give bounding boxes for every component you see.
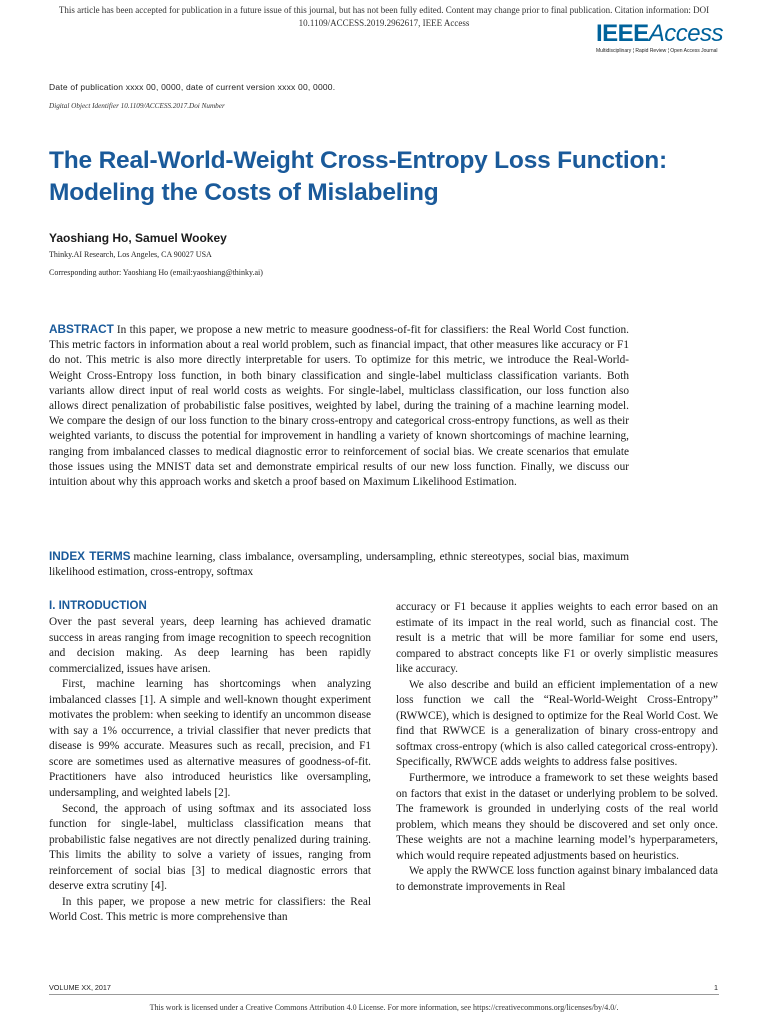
- paper-title: The Real-World-Weight Cross-Entropy Loss Function: Modeling the Costs of Mislabeling: [49, 147, 667, 206]
- paragraph: Furthermore, we introduce a framework to set these weights based on factors that exist in the dataset or underlying problem to be solved. The framework is grounded in underlying costs of the real world problem, which means they should be discovered and set only once. These weights are not a machine learning model’s hyperparameters, which would require repeated adjustments based on heuristics.: [396, 772, 718, 862]
- license-notice: This work is licensed under a Creative Commons Attribution 4.0 License. For more information, see https://creativecommons.org/licenses/by/4.0/.: [149, 1003, 619, 1012]
- logo-tagline: Multidisciplinary ¦ Rapid Review ¦ Open Access Journal: [596, 48, 718, 54]
- paragraph: accuracy or F1 because it applies weights to each error based on an estimate of its impact in the real world, such as financial cost. The result is a metric that will be more familiar for some end users, compared to abstract concepts like F1 or overly simplistic measures like accuracy.: [396, 601, 718, 676]
- index-terms-text: machine learning, class imbalance, oversampling, undersampling, ethnic stereotypes, social bias, maximum likelihood estimation, cross-entropy, softmax: [49, 551, 629, 579]
- abstract: [49, 322, 629, 490]
- paragraph: In this paper, we propose a new metric for classifiers: the Real World Cost. This metric is more comprehensive than: [49, 895, 371, 924]
- affiliation: Thinky.AI Research, Los Angeles, CA 90027 USA: [49, 250, 212, 259]
- logo-ieee-text: IEEE: [596, 20, 649, 47]
- abstract-label: ABSTRACT: [49, 322, 114, 336]
- abstract-text: In this paper, we propose a new metric to measure goodness-of-fit for classifiers: the Real World Cost function. This metric factors in information about a real world problem, such as financial impact, that other measures like accuracy or F1 do not. This metric is also more directly interpretable for users. To optimize for this metric, we introduce the Real-World-Weight Cross-Entropy loss function, in both binary classification and single-label multiclass classification variants. Both variants allow direct input of real world costs as weights. For single-label, multiclass classification, our loss function also allows direct penalization of probabilistic false positives, weighted by label, during the training of a machine learning model. We compare the design of our loss function to the binary cross-entropy and categorical cross-entropy functions, as well as their weighted variants, to discuss the potential for improvement in handling a variety of known shortcomings of machine learning, ranging from imbalanced classes to medical diagnostic error to reinforcement of social bias. We create scenarios that emulate those issues using the MNIST data set and demonstrate empirical results of our new loss function. Finally, we discuss our intuition about why this approach works and sketch a proof based on Maximum Likelihood Estimation.: [49, 324, 629, 489]
- paragraph: Over the past several years, deep learning has achieved dramatic success in areas ranging from image recognition to speech recognition and decision making. As deep learning has been rapidly commercialized, issues have arisen.: [49, 616, 371, 675]
- paragraph: We apply the RWWCE loss function against binary imbalanced data to demonstrate improvements in Real: [396, 865, 718, 893]
- header-notice: This article has been accepted for publication in a future issue of this journal, but has not been fully edited. Content may change prior to final publication. Citation information: DOI 10.1109/ACCESS.2019.2962617, IEEE Access: [58, 5, 710, 28]
- paragraph: First, machine learning has shortcomings when analyzing imbalanced classes [1]. A simple and well-known thought experiment motivates the problem: when seeking to identify an uncommon disease with say a 1% occurrence, a trivial classifier that never predicts that disease is 99% accurate. Measures such as recall, precision, and F1 score are sometimes used as alternative measures of goodness-of-fit. Practitioners have also introduced heuristics like oversampling, undersampling, and weighted labels [2].: [49, 678, 371, 800]
- logo-access-text: Access: [648, 20, 724, 47]
- publication-date: Date of publication xxxx 00, 0000, date of current version xxxx 00, 0000.: [49, 82, 336, 92]
- paragraph: Second, the approach of using softmax and its associated loss function for single-label, multiclass classification means that probabilistic false negatives are not directly penalized during training. This limits the ability to solve a variety of issues, ranging from reinforcement of social bias [3] to medical diagnostic errors that deserve extra scrutiny [4].: [49, 802, 371, 893]
- section-heading-introduction: I. INTRODUCTION: [49, 600, 147, 612]
- paragraph: We also describe and build an efficient implementation of a new loss function we call the “Real-World-Weight Cross-Entropy” (RWWCE), which is designed to optimize for the Real World Cost. We find that RWWCE is a generalization of binary cross-entropy and softmax cross-entropy (which is also called categorical cross-entropy). Specifically, RWWCE adds weights to address false positives.: [396, 678, 718, 769]
- footer-divider: [49, 994, 719, 995]
- index-terms: [49, 549, 629, 580]
- footer-volume: VOLUME XX, 2017: [49, 983, 111, 992]
- body-column-right: [396, 600, 718, 895]
- body-column-left: [49, 615, 371, 926]
- corresponding-author: Corresponding author: Yaoshiang Ho (email:yaoshiang@thinky.ai): [49, 268, 263, 277]
- author-list: Yaoshiang Ho, Samuel Wookey: [49, 231, 227, 245]
- ieee-access-logo: [596, 22, 732, 56]
- doi-line: Digital Object Identifier 10.1109/ACCESS.2017.Doi Number: [49, 102, 225, 110]
- index-terms-label: INDEX TERMS: [49, 549, 131, 563]
- page-number: 1: [714, 983, 718, 992]
